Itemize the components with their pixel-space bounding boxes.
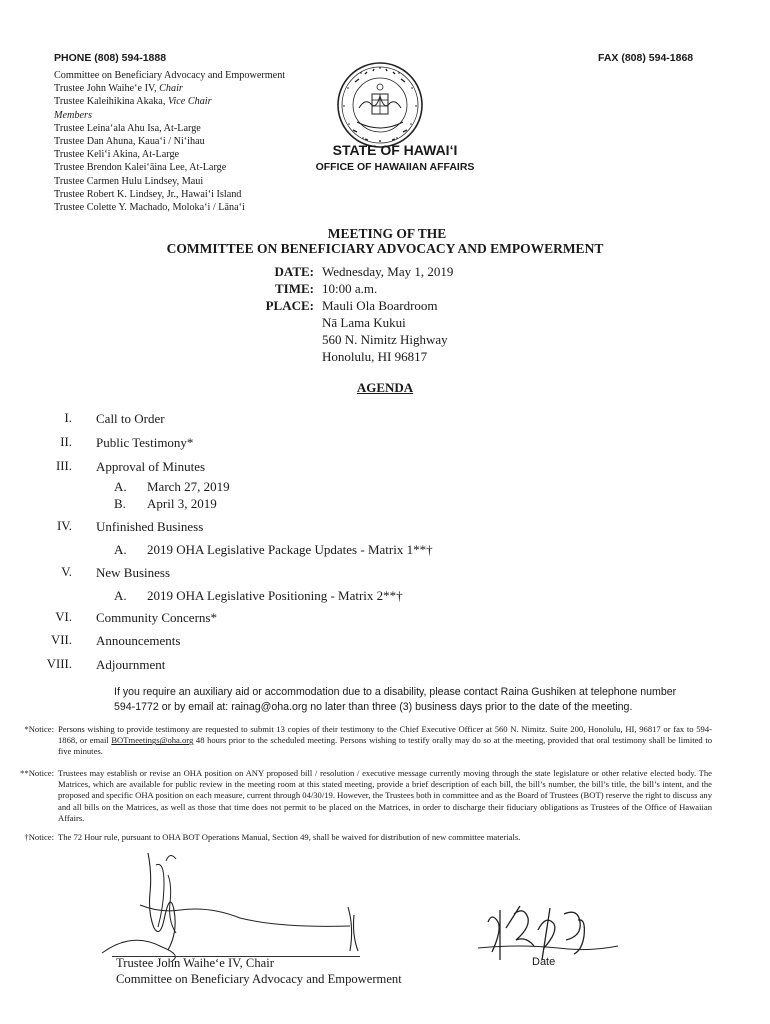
place-line: Nā Lama Kukui — [322, 315, 406, 330]
matrix-notice — [0, 768, 770, 824]
item-number: VII. — [51, 633, 72, 647]
item-number: V. — [61, 565, 72, 579]
committee-title: COMMITTEE ON BENEFICIARY ADVOCACY AND EMPOWERMENT — [166, 241, 604, 256]
sub-item-letter: B. — [114, 496, 126, 511]
item-number: III. — [56, 459, 72, 473]
time-label: TIME: — [275, 281, 314, 296]
agenda-item: Announcements — [96, 633, 181, 648]
sub-item: 2019 OHA Legislative Package Updates - Matrix 1**† — [147, 542, 433, 557]
date-value: Wednesday, May 1, 2019 — [322, 264, 454, 279]
notice-tag: **Notice: — [20, 768, 54, 778]
member-line: Trustee Carmen Hulu Lindsey, Maui — [54, 175, 204, 187]
fax-number: FAX (808) 594-1868 — [598, 52, 694, 64]
members-label: Members — [54, 109, 92, 121]
notice-tag: *Notice: — [24, 724, 54, 734]
member-line: Trustee Leina‘ala Ahu Isa, At-Large — [54, 122, 201, 134]
state-seal-icon — [335, 60, 425, 150]
sub-item-letter: A. — [114, 542, 127, 557]
notice-body: The 72 Hour rule, pursuant to OHA BOT Operations Manual, Section 49, shall be waived for distribution of new committee materials. — [58, 832, 521, 842]
item-number: I. — [64, 411, 72, 425]
time-value: 10:00 a.m. — [322, 281, 378, 296]
committee-name: Committee on Beneficiary Advocacy and Empowerment — [54, 70, 286, 81]
place-line: Honolulu, HI 96817 — [322, 349, 428, 364]
member-line: Trustee Dan Ahuna, Kaua‘i / Ni‘ihau — [54, 136, 205, 148]
phone-number: PHONE (808) 594-1888 — [54, 52, 167, 64]
agenda-item: New Business — [96, 565, 171, 580]
item-number: VIII. — [46, 657, 72, 671]
chair-line: Trustee John Waihe‘e IV, Chair — [54, 83, 183, 95]
item-number: VI. — [55, 610, 72, 624]
member-line: Trustee Brendon Kalei‘āina Lee, At-Large — [54, 162, 227, 174]
agenda-item: Call to Order — [96, 411, 165, 426]
accommodation-line: If you require an auxiliary aid or accommodation due to a disability, please contact Raina Gushiken at telephone number — [114, 686, 677, 698]
member-line: Trustee Robert K. Lindsey, Jr., Hawai‘i Island — [54, 188, 242, 200]
signer-title: Committee on Beneficiary Advocacy and Empowerment — [116, 972, 402, 986]
agenda-item: Community Concerns* — [96, 610, 217, 625]
member-line: Trustee Colette Y. Machado, Moloka‘i / Lāna‘i — [54, 202, 245, 214]
signer-name: Trustee John Waihe‘e IV, Chair — [116, 956, 274, 970]
member-line: Trustee Keli‘i Akina, At-Large — [54, 149, 180, 161]
state-title: STATE OF HAWAI‘I — [332, 142, 458, 158]
vice-chair-line: Trustee Kaleihikina Akaka, Vice Chair — [54, 96, 212, 108]
email-link[interactable]: BOTmeetings@oha.org — [111, 735, 194, 746]
place-line: 560 N. Nimitz Highway — [322, 332, 448, 347]
notice-body: Persons wishing to provide testimony are requested to submit 13 copies of their testimony to the Chief Executive Officer at 560 N. Nimitz. Suite 200, Honolulu, HI, 96817 or fax to 594-1868, or email BOTmeetings@oha.org 48 hours prior to the scheduled meeting. Persons wishing to testify orally may do so at the meeting, provided that oral testimony shall be limited to five minutes. — [58, 724, 712, 757]
notice-body: Trustees may establish or revise an OHA position on ANY proposed bill / resolution / executive message currently moving through the state legislature or other relative elected body. The Matrices, which are available for public review in the meeting room at this stated meeting, provide a brief description of each bill, the bill’s number, the bill’s title, the bill’s intent, and the proposed and specific OHA position on each measure, current through 04/30/19. However, the Trustees both in committee and as the Board of Trustees (BOT) reserve the right to discuss any and all bills on the Matrices, as well as those that time does not permit to be placed on the Matrices, in order to discharge their fiduciary obligations as Trustees of the Office of Hawaiian Affairs. — [58, 768, 712, 823]
agenda-heading: AGENDA — [356, 380, 414, 395]
chair-signature — [96, 845, 426, 965]
item-number: II. — [60, 435, 72, 449]
agenda-item: Approval of Minutes — [96, 459, 206, 474]
office-title: OFFICE OF HAWAIIAN AFFAIRS — [315, 161, 475, 173]
sub-item-letter: A. — [114, 479, 127, 494]
meeting-title: MEETING OF THE — [327, 226, 447, 241]
notice-tag: †Notice: — [24, 832, 54, 842]
date-label: Date — [532, 956, 556, 968]
accommodation-line: 594-1772 or by email at: rainag@oha.org no later than three (3) business days prior to the date of the meeting. — [114, 701, 633, 713]
sub-item: April 3, 2019 — [147, 496, 217, 511]
place-label: PLACE: — [265, 298, 314, 313]
date-label: DATE: — [274, 264, 314, 279]
item-number: IV. — [56, 519, 72, 533]
sub-item-letter: A. — [114, 588, 127, 603]
hour-rule-notice — [0, 832, 770, 846]
agenda-item: Adjournment — [96, 657, 166, 672]
place-line: Mauli Ola Boardroom — [322, 298, 438, 313]
sub-item: March 27, 2019 — [147, 479, 230, 494]
agenda-item: Public Testimony* — [96, 435, 194, 450]
testimony-notice — [0, 724, 770, 760]
agenda-item: Unfinished Business — [96, 519, 204, 534]
sub-item: 2019 OHA Legislative Positioning - Matrix 2**† — [147, 588, 403, 603]
